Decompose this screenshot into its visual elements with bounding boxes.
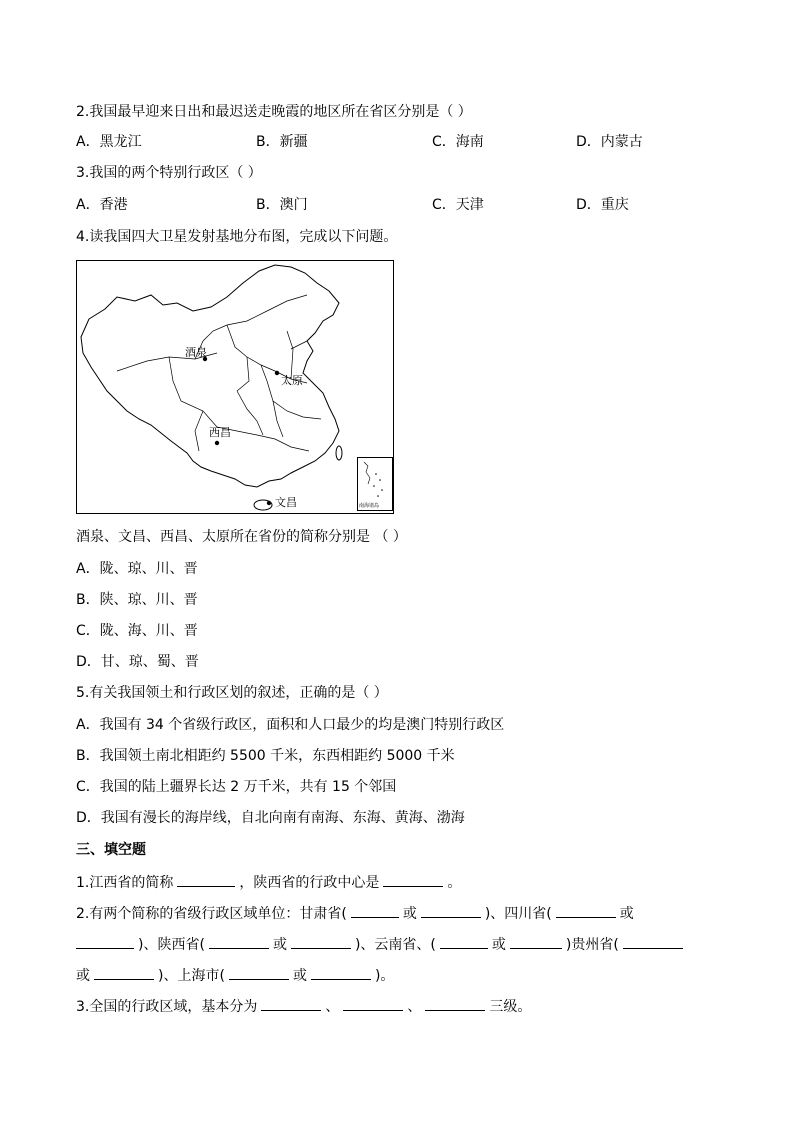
inset-label: 南海诸岛 xyxy=(359,503,380,509)
fill-2-blank-yunnan-2[interactable] xyxy=(510,934,562,949)
fill-3-blank-2[interactable] xyxy=(343,996,403,1011)
q5-option-c[interactable]: C．我国的陆上疆界长达 2 万千米，共有 15 个邻国 xyxy=(76,779,397,795)
map-label-wenchang: 文昌 xyxy=(275,496,297,509)
fill-1-text-a: 1.江西省的简称 xyxy=(76,875,174,891)
fill-2-text-f: )、上海市( xyxy=(158,968,225,984)
fill-2-or-4: 或 xyxy=(491,937,506,953)
china-outline-map xyxy=(77,261,393,513)
fill-3-sep-2: 、 xyxy=(407,999,422,1015)
fill-2-blank-shanghai-1[interactable] xyxy=(229,965,289,980)
fill-2-blank-shanghai-2[interactable] xyxy=(311,965,371,980)
question-5-stem: 5.有关我国领土和行政区划的叙述，正确的是（ ） xyxy=(76,685,388,701)
q3-option-a[interactable]: A．香港 xyxy=(76,197,128,213)
map-label-xichang: 西昌 xyxy=(209,426,231,439)
fill-1-blank-2[interactable] xyxy=(383,872,443,887)
map-label-jiuquan: 酒泉 xyxy=(185,346,207,359)
china-satellite-base-map xyxy=(76,260,394,514)
fill-2-blank-shaanxi-1[interactable] xyxy=(209,934,269,949)
q3-option-d[interactable]: D．重庆 xyxy=(576,197,629,213)
fill-3-text-a: 3.全国的行政区域，基本分为 xyxy=(76,999,258,1015)
fill-2-or-5: 或 xyxy=(76,968,90,984)
q3-option-b[interactable]: B．澳门 xyxy=(256,197,308,213)
fill-1-text-c: 。 xyxy=(447,875,462,891)
fill-2-blank-sichuan-1[interactable] xyxy=(556,903,616,918)
section-3-title: 三、填空题 xyxy=(76,842,146,858)
fill-2-blank-sichuan-2[interactable] xyxy=(76,934,134,949)
fill-2-text-c: )、陕西省( xyxy=(138,937,205,953)
fill-question-2-line-3 xyxy=(76,965,394,986)
q4-option-c[interactable]: C．陇、海、川、晋 xyxy=(76,623,198,639)
q5-option-b[interactable]: B．我国领土南北相距约 5500 千米，东西相距约 5000 千米 xyxy=(76,748,455,764)
q2-option-c[interactable]: C．海南 xyxy=(432,134,484,150)
fill-3-blank-3[interactable] xyxy=(425,996,485,1011)
fill-2-blank-gansu-1[interactable] xyxy=(351,903,399,918)
fill-question-3 xyxy=(76,996,531,1017)
q5-option-d[interactable]: D．我国有漫长的海岸线，自北向南有南海、东海、黄海、渤海 xyxy=(76,810,465,826)
question-2-stem: 2.我国最早迎来日出和最迟送走晚霞的地区所在省区分别是（ ） xyxy=(76,104,472,120)
fill-2-text-b: )、四川省( xyxy=(484,906,552,922)
fill-3-sep-1: 、 xyxy=(325,999,340,1015)
fill-3-blank-1[interactable] xyxy=(261,996,321,1011)
fill-3-text-end: 三级。 xyxy=(489,999,532,1015)
fill-2-text-a: 2.有两个简称的省级行政区域单位：甘肃省( xyxy=(76,906,347,922)
fill-2-blank-guizhou-1[interactable] xyxy=(623,934,683,949)
fill-2-blank-shaanxi-2[interactable] xyxy=(291,934,351,949)
fill-2-text-d: )、云南省、( xyxy=(354,937,436,953)
fill-1-text-b: ，陕西省的行政中心是 xyxy=(239,875,380,891)
fill-2-or-1: 或 xyxy=(402,906,417,922)
q2-option-a[interactable]: A．黑龙江 xyxy=(76,134,142,150)
fill-question-1 xyxy=(76,872,461,893)
fill-1-blank-1[interactable] xyxy=(177,872,235,887)
fill-2-or-2: 或 xyxy=(619,906,634,922)
question-3-stem: 3.我国的两个特别行政区（ ） xyxy=(76,165,262,181)
fill-question-2-line-1 xyxy=(76,903,634,924)
q3-option-c[interactable]: C．天津 xyxy=(432,197,484,213)
question-4-sub-stem: 酒泉、文昌、西昌、太原所在省份的简称分别是 （ ） xyxy=(76,529,407,545)
q2-option-d[interactable]: D．内蒙古 xyxy=(576,134,643,150)
map-label-taiyuan: 太原 xyxy=(281,374,303,387)
south-china-sea-inset xyxy=(357,457,393,511)
fill-2-text-g: )。 xyxy=(374,968,395,984)
q4-option-a[interactable]: A．陇、琼、川、晋 xyxy=(76,561,198,577)
fill-2-blank-gansu-2[interactable] xyxy=(421,903,481,918)
q4-option-b[interactable]: B．陕、琼、川、晋 xyxy=(76,592,198,608)
fill-question-2-line-2 xyxy=(76,934,687,955)
q5-option-a[interactable]: A．我国有 34 个省级行政区，面积和人口最少的均是澳门特别行政区 xyxy=(76,717,505,733)
fill-2-blank-yunnan-1[interactable] xyxy=(440,934,488,949)
q2-option-b[interactable]: B．新疆 xyxy=(256,134,308,150)
fill-2-or-3: 或 xyxy=(272,937,287,953)
fill-2-text-e: )贵州省( xyxy=(565,937,619,953)
fill-2-blank-guizhou-2[interactable] xyxy=(94,965,154,980)
q4-option-d[interactable]: D．甘、琼、蜀、晋 xyxy=(76,654,199,670)
fill-2-or-6: 或 xyxy=(292,968,307,984)
question-4-stem: 4.读我国四大卫星发射基地分布图，完成以下问题。 xyxy=(76,229,398,245)
